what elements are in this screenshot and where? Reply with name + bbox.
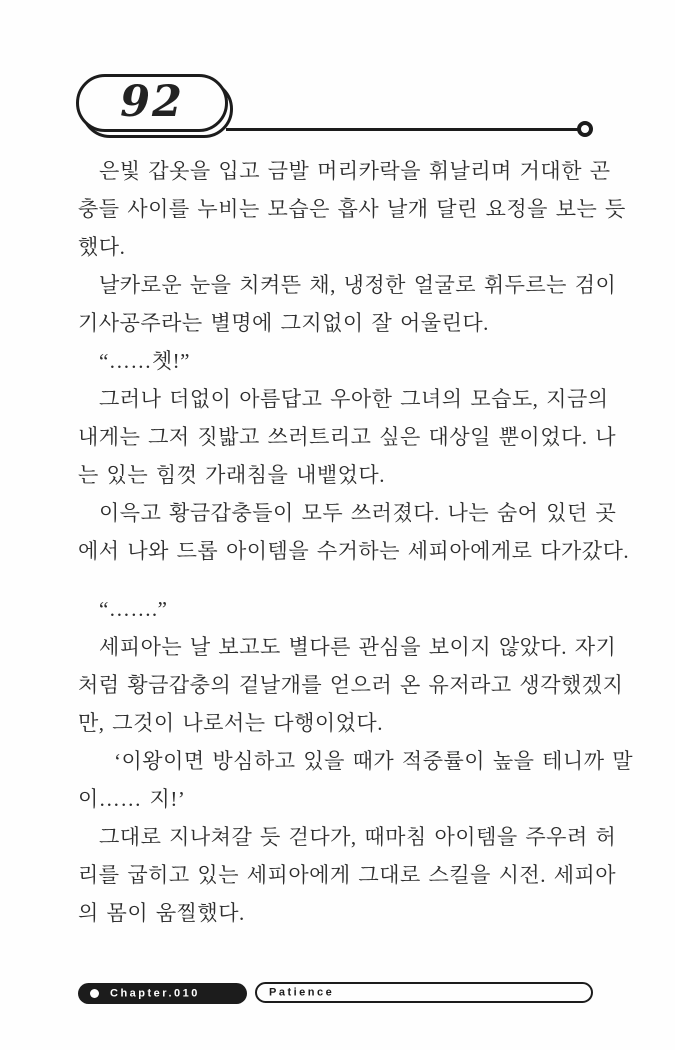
page-number-badge — [76, 74, 228, 132]
body-line: 그러나 더없이 아름답고 우아한 그녀의 모습도, 지금의 — [99, 387, 609, 411]
header-rule — [226, 128, 578, 131]
body-line: 의 몸이 움찔했다. — [78, 901, 245, 925]
page-number: 92 — [120, 77, 184, 127]
body-line: 내게는 그저 짓밟고 쓰러트리고 싶은 대상일 뿐이었다. 나 — [78, 425, 617, 449]
line-end-ring-icon — [577, 121, 593, 137]
body-line: 은빛 갑옷을 입고 금발 머리카락을 휘날리며 거대한 곤 — [99, 159, 611, 183]
bullet-dot-icon — [90, 989, 99, 998]
body-line: 리를 굽히고 있는 세피아에게 그대로 스킬을 시전. 세피아 — [78, 863, 617, 887]
body-line: 기사공주라는 별명에 그지없이 잘 어울린다. — [78, 311, 489, 335]
chapter-label: Chapter.010 — [110, 987, 200, 999]
body-line: 는 있는 힘껏 가래침을 내뱉었다. — [78, 463, 385, 487]
body-line: “…….” — [99, 597, 168, 621]
chapter-pill — [78, 983, 247, 1004]
body-line: 이윽고 황금갑충들이 모두 쓰러졌다. 나는 숨어 있던 곳 — [99, 501, 617, 525]
body-line: 충들 사이를 누비는 모습은 흡사 날개 달린 요정을 보는 듯 — [78, 197, 626, 221]
body-line: 세피아는 날 보고도 별다른 관심을 보이지 않았다. 자기 — [99, 635, 617, 659]
chapter-title: Patience — [269, 986, 335, 998]
body-line: “……쳇!” — [99, 349, 190, 373]
body-line: 만, 그것이 나로서는 다행이었다. — [78, 711, 383, 735]
body-line: 이…… 지!’ — [78, 787, 186, 811]
body-line: ‘이왕이면 방심하고 있을 때가 적중률이 높을 테니까 말 — [114, 749, 634, 773]
body-line: 날카로운 눈을 치켜뜬 채, 냉정한 얼굴로 휘두르는 검이 — [99, 273, 617, 297]
body-line: 에서 나와 드롭 아이템을 수거하는 세피아에게로 다가갔다. — [78, 539, 630, 563]
chapter-title-pill — [255, 982, 593, 1003]
body-line: 했다. — [78, 235, 126, 259]
body-line: 그대로 지나쳐갈 듯 걷다가, 때마침 아이템을 주우려 허 — [99, 825, 617, 849]
body-text — [78, 152, 634, 932]
body-line: 처럼 황금갑충의 겉날개를 얻으러 온 유저라고 생각했겠지 — [78, 673, 624, 697]
